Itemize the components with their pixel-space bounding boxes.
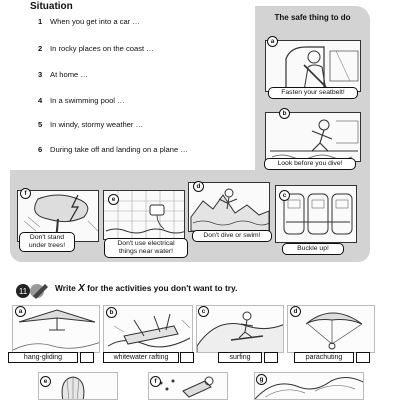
caption-electrical-water: Don't use electrical things near water! bbox=[104, 238, 188, 258]
activity-letter-d: d bbox=[290, 306, 301, 317]
card-letter-c: c bbox=[279, 190, 290, 201]
picture-seatbelt bbox=[265, 40, 361, 92]
card-letter-e: e bbox=[108, 194, 119, 205]
activity-checkbox-d[interactable] bbox=[356, 352, 370, 363]
situation-item-4: 4 In a swimming pool … bbox=[38, 96, 125, 105]
picture-sea-waves bbox=[254, 372, 364, 400]
activity-checkbox-a[interactable] bbox=[80, 352, 94, 363]
card-letter-d: d bbox=[193, 181, 204, 192]
activity-checkbox-c[interactable] bbox=[264, 352, 278, 363]
safe-panel-title: The safe thing to do bbox=[274, 13, 351, 22]
card-letter-f: f bbox=[20, 188, 31, 199]
picture-balloon bbox=[38, 372, 118, 400]
situation-item-3: 3 At home … bbox=[38, 70, 88, 79]
activity-letter-c: c bbox=[198, 306, 209, 317]
caption-fasten-seatbelt: Fasten your seatbelt! bbox=[268, 87, 358, 99]
activity-letter-b: b bbox=[106, 307, 117, 318]
activity-checkbox-b[interactable] bbox=[180, 352, 194, 363]
caption-look-before-dive: Look before you dive! bbox=[264, 158, 356, 170]
activities-instruction: Write X for the activities you don't want to try. bbox=[55, 283, 238, 294]
activity-letter-f: f bbox=[150, 376, 161, 387]
activity-letter-g: g bbox=[256, 374, 267, 385]
card-letter-a: a bbox=[267, 36, 278, 47]
situation-item-6: 6 During take off and landing on a plane … bbox=[38, 145, 188, 154]
activity-letter-a: a bbox=[15, 306, 26, 317]
card-letter-b: b bbox=[279, 108, 290, 119]
picture-scuba-diving bbox=[148, 372, 228, 400]
situation-title: Situation bbox=[30, 1, 73, 12]
activity-label-whitewater-rafting: whitewater rafting bbox=[103, 352, 179, 363]
situation-item-1: 1 When you get into a car … bbox=[38, 17, 140, 26]
activity-label-parachuting: parachuting bbox=[294, 352, 354, 363]
activity-letter-e: e bbox=[40, 376, 51, 387]
situation-item-5: 5 In windy, stormy weather … bbox=[38, 120, 144, 129]
pencil-icon bbox=[15, 282, 51, 305]
activity-label-surfing: surfing bbox=[218, 352, 262, 363]
picture-surfing bbox=[196, 305, 284, 353]
caption-dont-dive: Don't dive or swim! bbox=[192, 230, 272, 242]
caption-buckle-up: Buckle up! bbox=[282, 243, 344, 255]
caption-storm-tree: Don't stand under trees! bbox=[19, 232, 75, 252]
situation-item-2: 2 In rocky places on the coast … bbox=[38, 44, 154, 53]
svg-text:11: 11 bbox=[18, 287, 28, 296]
picture-look-before-dive bbox=[265, 112, 361, 162]
activity-label-hang-gliding: hang-gliding bbox=[8, 352, 78, 363]
